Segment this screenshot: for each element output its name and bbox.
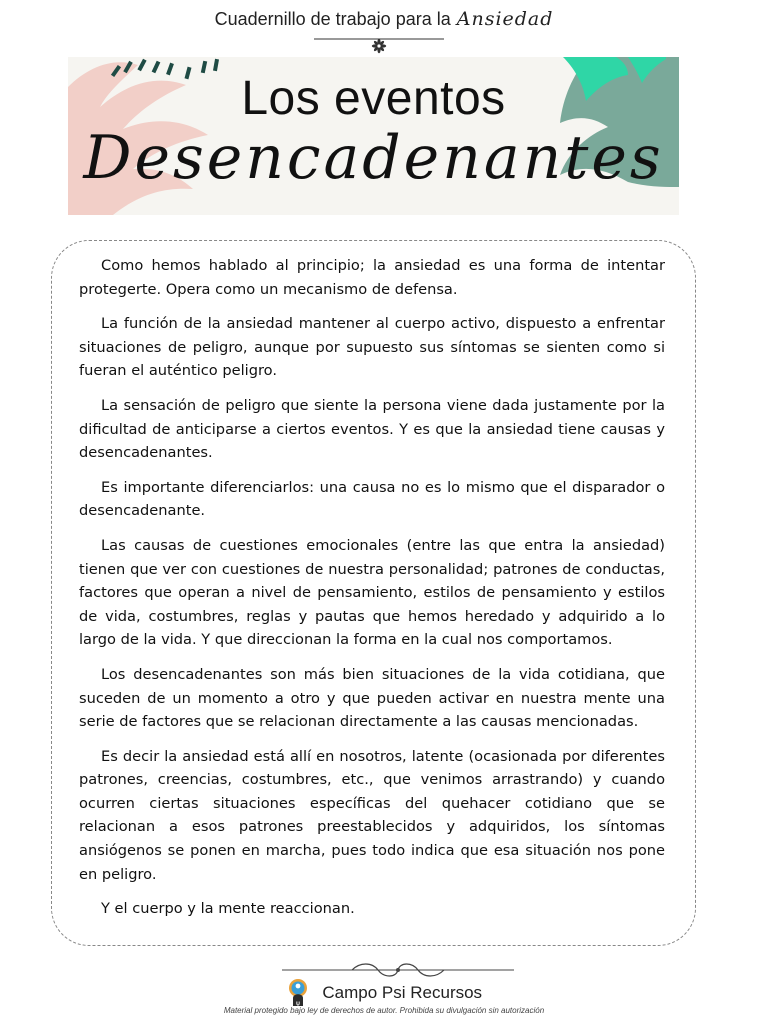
paragraph: Las causas de cuestiones emocionales (entre las que entra la ansiedad) tienen que ver con cuestiones de nuestra personalidad; patrones de conductas, factores que operan a nivel de pensamiento, estilos de pensamiento y estilos de vida, costumbres, reglas y pautas que hemos heredado y adquirido a lo largo de la vida. Y que direccionan la forma en la cual nos comportamos. — [79, 536, 665, 649]
paragraph: Como hemos hablado al principio; la ansiedad es una forma de intentar protegerte. Opera como un mecanismo de defensa. — [79, 257, 665, 298]
workbook-title-script: Ansiedad — [456, 8, 554, 30]
footer — [0, 958, 768, 1024]
banner-title: Los eventos — [241, 72, 506, 125]
title-banner — [68, 57, 679, 215]
brand-row — [0, 978, 768, 1008]
workbook-title-text: Cuadernillo de trabajo para la — [214, 9, 451, 29]
paragraph: La función de la ansiedad mantener al cuerpo activo, dispuesto a enfrentar situaciones de peligro, aunque por supuesto sus síntomas se sienten como si fueran el auténtico peligro. — [79, 315, 665, 380]
paragraph: Es decir la ansiedad está allí en nosotros, latente (ocasionada por diferentes patrones, creencias, costumbres, etc., que venimos arrastrando) y cuando ocurren ciertas situaciones específicas del quehacer cotidiano que se relacionan a esos patrones preestablecidos y adquiridos, los síntomas ansiógenos se ponen en marcha, pues todo indica que esa situación nos pone en peligro. — [79, 747, 665, 883]
banner-subtitle: Desencadenantes — [83, 123, 664, 193]
brand-name: Campo Psi Recursos — [322, 983, 483, 1002]
footer-divider-ornament-icon — [282, 962, 514, 978]
paragraph: La sensación de peligro que siente la persona viene dada justamente por la dificultad de anticiparse a ciertos eventos. Y es que la ansiedad tiene causas y desencadenantes. — [79, 396, 665, 462]
header-divider-flower-icon — [314, 34, 444, 54]
top-header — [0, 0, 768, 56]
copyright-notice: Material protegido bajo ley de derechos de autor. Prohibida su divulgación sin autorización — [223, 1006, 545, 1015]
campo-psi-logo-icon — [286, 978, 310, 1008]
paragraph: Y el cuerpo y la mente reaccionan. — [101, 900, 355, 918]
paragraph: Es importante diferenciarlos: una causa no es lo mismo que el disparador o desencadenante. — [79, 478, 665, 520]
svg-text:ψ: ψ — [295, 1000, 300, 1007]
paragraph: Los desencadenantes son más bien situaciones de la vida cotidiana, que suceden de un momento a otro y que pueden activar en nuestra mente una serie de factores que se relacionan directamente a las causas mencionadas. — [79, 665, 665, 731]
body-text — [79, 254, 665, 932]
workbook-title — [0, 8, 768, 30]
